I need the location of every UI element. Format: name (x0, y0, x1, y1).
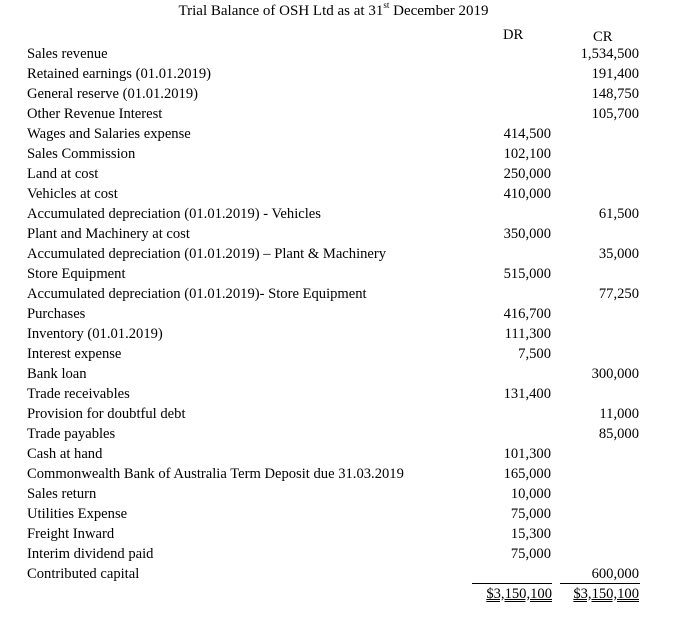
table-row (0, 284, 683, 304)
row-label: Inventory (01.01.2019) (27, 326, 163, 342)
table-row (0, 464, 683, 484)
table-row (0, 64, 683, 84)
row-label: Contributed capital (27, 566, 140, 582)
table-row (0, 304, 683, 324)
table-row (0, 424, 683, 444)
row-label: Wages and Salaries expense (27, 126, 191, 142)
row-label: Utilities Expense (27, 506, 128, 522)
row-label: Other Revenue Interest (27, 106, 163, 122)
row-dr: 111,300 (504, 326, 551, 342)
row-cr: 1,534,500 (580, 46, 639, 62)
table-row (0, 264, 683, 284)
row-cr: 11,000 (599, 406, 639, 422)
row-label: Sales Commission (27, 146, 136, 162)
row-dr: 416,700 (503, 306, 551, 322)
title-suffix: December 2019 (389, 3, 489, 19)
table-row (0, 324, 683, 344)
row-label: Accumulated depreciation (01.01.2019) – Plant & Machinery (27, 246, 387, 262)
table-row (0, 124, 683, 144)
table-row (0, 204, 683, 224)
row-label: Bank loan (27, 366, 87, 382)
column-header-dr: DR (503, 27, 524, 43)
trial-balance-table (0, 44, 683, 584)
row-label: Plant and Machinery at cost (27, 226, 190, 242)
row-dr: 350,000 (503, 226, 551, 242)
table-row (0, 444, 683, 464)
title-prefix: Trial Balance of OSH Ltd as at 31 (178, 3, 384, 19)
row-label: Commonwealth Bank of Australia Term Deposit due 31.03.2019 (27, 466, 404, 482)
table-row (0, 404, 683, 424)
row-label: Freight Inward (27, 526, 115, 542)
row-cr: 148,750 (591, 86, 639, 102)
row-label: Retained earnings (01.01.2019) (27, 66, 211, 82)
dr-total: $3,150,100 (486, 586, 552, 602)
row-dr: 7,500 (518, 346, 551, 362)
row-cr: 61,500 (598, 206, 639, 222)
table-row (0, 244, 683, 264)
table-row (0, 144, 683, 164)
table-row (0, 524, 683, 544)
row-label: General reserve (01.01.2019) (27, 86, 198, 102)
title-ordinal: st (383, 0, 390, 10)
row-label: Trade receivables (27, 386, 130, 402)
row-dr: 75,000 (510, 506, 551, 522)
table-row (0, 564, 683, 584)
table-row (0, 484, 683, 504)
row-label: Store Equipment (27, 266, 126, 282)
totals-row (0, 583, 683, 605)
row-label: Trade payables (27, 426, 116, 442)
row-dr: 515,000 (503, 266, 551, 282)
row-cr: 77,250 (598, 286, 639, 302)
row-cr: 35,000 (598, 246, 639, 262)
page-title (0, 0, 667, 20)
row-dr: 15,300 (510, 526, 551, 542)
row-dr: 102,100 (503, 146, 551, 162)
row-dr: 75,000 (510, 546, 551, 562)
row-dr: 101,300 (503, 446, 551, 462)
column-header-cr: CR (593, 29, 613, 45)
row-label: Purchases (27, 306, 86, 322)
table-row (0, 384, 683, 404)
row-cr: 300,000 (591, 366, 639, 382)
row-cr: 105,700 (591, 106, 639, 122)
row-cr: 85,000 (598, 426, 639, 442)
row-label: Accumulated depreciation (01.01.2019)- Store Equipment (27, 286, 367, 302)
row-label: Land at cost (27, 166, 99, 182)
table-row (0, 224, 683, 244)
table-row (0, 364, 683, 384)
row-label: Accumulated depreciation (01.01.2019) - Vehicles (27, 206, 321, 222)
table-row (0, 184, 683, 204)
row-label: Interim dividend paid (27, 546, 154, 562)
row-label: Sales return (27, 486, 97, 502)
table-row (0, 44, 683, 64)
row-dr: 410,000 (503, 186, 551, 202)
row-label: Interest expense (27, 346, 122, 362)
table-row (0, 104, 683, 124)
table-row (0, 344, 683, 364)
table-row (0, 544, 683, 564)
row-cr: 191,400 (591, 66, 639, 82)
table-row (0, 84, 683, 104)
cr-total: $3,150,100 (573, 586, 639, 602)
row-dr: 414,500 (503, 126, 551, 142)
row-label: Provision for doubtful debt (27, 406, 186, 422)
table-row (0, 504, 683, 524)
row-dr: 250,000 (503, 166, 551, 182)
row-cr: 600,000 (591, 566, 639, 582)
row-label: Cash at hand (27, 446, 103, 462)
row-dr: 131,400 (503, 386, 551, 402)
table-row (0, 164, 683, 184)
row-dr: 165,000 (503, 466, 551, 482)
row-dr: 10,000 (510, 486, 551, 502)
row-label: Vehicles at cost (27, 186, 118, 202)
row-label: Sales revenue (27, 46, 108, 62)
